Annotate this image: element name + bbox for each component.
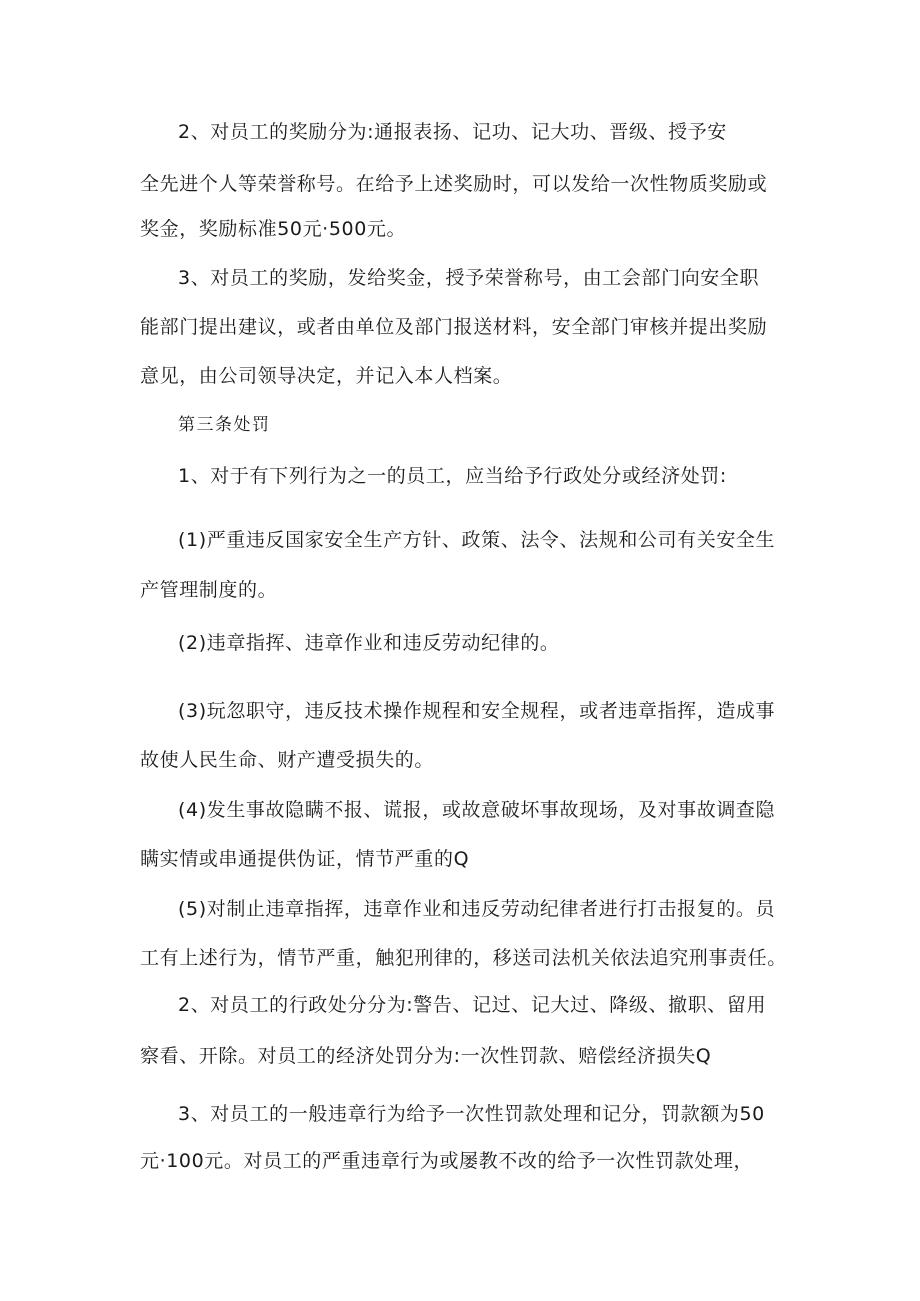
- paragraph-line: 意见，由公司领导决定，并记入本人档案。: [140, 365, 513, 387]
- paragraph-line: 工有上述行为，情节严重，触犯刑律的，移送司法机关依法追究刑事责任。: [140, 947, 787, 969]
- paragraph-line: 奖金，奖励标准50元·500元。: [140, 218, 407, 240]
- paragraph-line: 察看、开除。对员工的经济处罚分为:一次性罚款、赔偿经济损失Q: [140, 1045, 712, 1067]
- section-heading: 第三条处罚: [178, 415, 271, 435]
- paragraph-line: (5)对制止违章指挥，违章作业和违反劳动纪律者进行打击报复的。员: [178, 898, 776, 920]
- paragraph-line: 瞒实情或串通提供伪证，情节严重的Q: [140, 848, 470, 870]
- paragraph-line: 产管理制度的。: [140, 579, 278, 601]
- paragraph-line: (1)严重违反国家安全生产方针、政策、法令、法规和公司有关安全生: [178, 529, 776, 551]
- paragraph-line: (4)发生事故隐瞒不报、谎报，或故意破坏事故现场，及对事故调查隐: [178, 799, 776, 821]
- paragraph-line: 2、对员工的行政处分分为:警告、记过、记大过、降级、撤职、留用: [178, 994, 767, 1016]
- paragraph-line: 能部门提出建议，或者由单位及部门报送材料，安全部门审核并提出奖励: [140, 316, 768, 338]
- paragraph-line: 1、对于有下列行为之一的员工，应当给予行政处分或经济处罚:: [178, 465, 727, 487]
- paragraph-line: (2)违章指挥、违章作业和违反劳动纪律的。: [178, 632, 560, 654]
- paragraph-line: 3、对员工的奖励，发给奖金，授予荣誉称号，由工会部门向安全职: [178, 267, 760, 289]
- paragraph-line: 3、对员工的一般违章行为给予一次性罚款处理和记分，罚款额为50: [178, 1103, 765, 1125]
- paragraph-line: 全先进个人等荣誉称号。在给予上述奖励时，可以发给一次性物质奖励或: [140, 173, 768, 195]
- paragraph-line: (3)玩忽职守，违反技术操作规程和安全规程，或者违章指挥，造成事: [178, 700, 776, 722]
- paragraph-line: 故使人民生命、财产遭受损失的。: [140, 749, 435, 771]
- paragraph-line: 元·100元。对员工的严重违章行为或屡教不改的给予一次性罚款处理，: [140, 1150, 754, 1172]
- paragraph-line: 2、对员工的奖励分为:通报表扬、记功、记大功、晋级、授予安: [178, 121, 727, 143]
